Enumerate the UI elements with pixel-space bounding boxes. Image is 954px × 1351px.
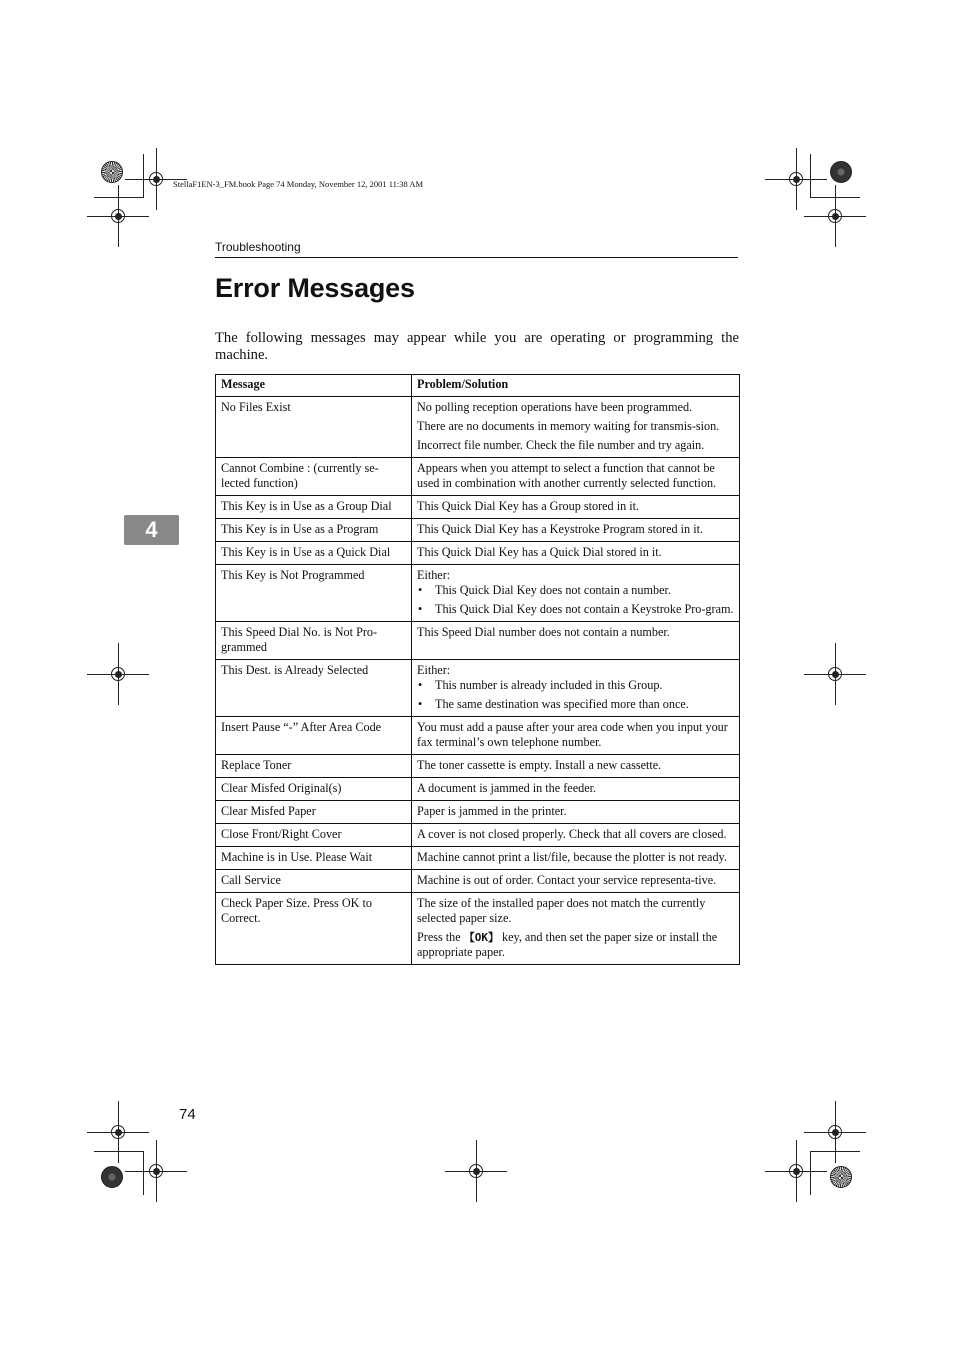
solution-cell: [412, 519, 740, 542]
bullet-item: • This Quick Dial Key does not contain a Keystroke Pro-gram.: [417, 602, 735, 617]
header-rule: [215, 257, 738, 258]
table-row: [216, 870, 740, 893]
message-cell: [216, 893, 412, 965]
table-header-row: [216, 375, 740, 397]
solution-cell: [412, 458, 740, 496]
message-cell: [216, 847, 412, 870]
solution-text: A cover is not closed properly. Check that all covers are closed.: [417, 827, 727, 841]
table-row: [216, 542, 740, 565]
page-title: Error Messages: [215, 273, 415, 303]
ok-key-label: 【OK】: [463, 931, 499, 944]
solution-cell: [412, 717, 740, 755]
solution-text: This Speed Dial number does not contain a number.: [417, 625, 670, 639]
crop-mark: [810, 1151, 860, 1152]
registration-target-icon: [804, 185, 866, 247]
error-message-text: Check Paper Size. Press OK to Correct.: [221, 896, 372, 925]
solution-cell: [412, 622, 740, 660]
table-row: [216, 660, 740, 717]
crop-mark: [810, 197, 860, 198]
crop-mark: [810, 1151, 811, 1195]
page-number: 74: [179, 1106, 196, 1123]
solution-text: [417, 930, 735, 960]
solution-cell: [412, 893, 740, 965]
running-header: Troubleshooting: [215, 240, 301, 254]
table-row: [216, 824, 740, 847]
solution-cell: [412, 660, 740, 717]
registration-target-icon: [87, 643, 149, 705]
error-message-text: Clear Misfed Paper: [221, 804, 316, 818]
column-header-message: Message: [216, 375, 412, 397]
crop-mark: [94, 197, 144, 198]
solution-cell: [412, 870, 740, 893]
registration-target-icon: [87, 185, 149, 247]
table-row: [216, 847, 740, 870]
message-cell: [216, 542, 412, 565]
rosette-mark-icon: [101, 1166, 123, 1188]
solution-text: A document is jammed in the feeder.: [417, 781, 597, 795]
error-message-text: This Key is Not Programmed: [221, 568, 365, 582]
solution-text: No polling reception operations have been programmed.: [417, 400, 693, 414]
error-messages-table: [215, 374, 740, 965]
crop-mark: [94, 1151, 144, 1152]
error-message-text: This Dest. is Already Selected: [221, 663, 369, 677]
bullet-list: [417, 583, 735, 617]
error-message-text: Replace Toner: [221, 758, 292, 772]
solution-text: This Quick Dial Key has a Keystroke Program stored in it.: [417, 522, 704, 536]
print-info: StellaF1EN-3_FM.book Page 74 Monday, November 12, 2001 11:38 AM: [173, 179, 424, 189]
table-row: [216, 565, 740, 622]
solution-text: Incorrect file number. Check the file number and try again.: [417, 438, 705, 452]
solution-text: This Quick Dial Key has a Group stored in it.: [417, 499, 640, 513]
message-cell: [216, 496, 412, 519]
registration-target-icon: [445, 1140, 507, 1202]
crop-mark: [143, 154, 144, 198]
table-row: [216, 519, 740, 542]
table-row: [216, 397, 740, 458]
error-message-text: This Key is in Use as a Group Dial: [221, 499, 392, 513]
table-row: [216, 496, 740, 519]
solution-text: You must add a pause after your area code when you input your fax terminal’s own telephone number.: [417, 720, 728, 749]
intro-paragraph: The following messages may appear while you are operating or programming the machine.: [215, 330, 739, 363]
crop-mark: [143, 1151, 144, 1195]
table-row: [216, 893, 740, 965]
message-cell: [216, 660, 412, 717]
solution-cell: [412, 824, 740, 847]
message-cell: [216, 717, 412, 755]
error-message-text: Cannot Combine : (currently se-lected function): [221, 461, 379, 490]
solution-text: Either:: [417, 663, 451, 677]
message-cell: [216, 870, 412, 893]
error-message-text: Close Front/Right Cover: [221, 827, 342, 841]
solution-text: This Quick Dial Key has a Quick Dial stored in it.: [417, 545, 662, 559]
message-cell: [216, 755, 412, 778]
rosette-mark-icon: [830, 161, 852, 183]
table-row: [216, 622, 740, 660]
bullet-item: • This Quick Dial Key does not contain a number.: [417, 583, 735, 598]
column-header-solution: Problem/Solution: [412, 375, 740, 397]
solution-cell: [412, 847, 740, 870]
solution-cell: [412, 565, 740, 622]
solution-text: The toner cassette is empty. Install a new cassette.: [417, 758, 662, 772]
table-row: [216, 458, 740, 496]
error-message-text: Clear Misfed Original(s): [221, 781, 342, 795]
table-row: [216, 755, 740, 778]
solution-text: Either:: [417, 568, 451, 582]
registration-target-icon: [125, 1140, 187, 1202]
error-message-text: No Files Exist: [221, 400, 291, 414]
solution-text: The size of the installed paper does not match the currently selected paper size.: [417, 896, 706, 925]
message-cell: [216, 824, 412, 847]
solution-cell: [412, 801, 740, 824]
error-message-text: This Key is in Use as a Program: [221, 522, 379, 536]
solution-cell: [412, 496, 740, 519]
crop-mark: [810, 154, 811, 198]
solution-text: Machine is out of order. Contact your service representa-tive.: [417, 873, 717, 887]
solution-cell: [412, 542, 740, 565]
solution-cell: [412, 755, 740, 778]
message-cell: [216, 397, 412, 458]
message-cell: [216, 565, 412, 622]
solution-cell: [412, 778, 740, 801]
bullet-item: • This number is already included in this Group.: [417, 678, 735, 693]
table-row: [216, 778, 740, 801]
message-cell: [216, 778, 412, 801]
error-message-text: This Key is in Use as a Quick Dial: [221, 545, 391, 559]
table-row: [216, 801, 740, 824]
table-row: [216, 717, 740, 755]
chapter-tab: 4: [124, 515, 179, 545]
message-cell: [216, 519, 412, 542]
registration-target-icon: [765, 1140, 827, 1202]
solution-cell: [412, 397, 740, 458]
solution-text: Paper is jammed in the printer.: [417, 804, 567, 818]
registration-target-icon: [804, 643, 866, 705]
error-message-text: Machine is in Use. Please Wait: [221, 850, 373, 864]
solution-text: Machine cannot print a list/file, because the plotter is not ready.: [417, 850, 727, 864]
solution-text-part: Press the: [417, 930, 464, 944]
message-cell: [216, 622, 412, 660]
solution-text-part: key, and then set the paper size or install the appropriate paper.: [417, 930, 718, 959]
error-message-text: This Speed Dial No. is Not Pro-grammed: [221, 625, 378, 654]
rosette-mark-icon: [830, 1166, 852, 1188]
solution-text: There are no documents in memory waiting for transmis-sion.: [417, 419, 720, 433]
message-cell: [216, 458, 412, 496]
error-message-text: Insert Pause “-” After Area Code: [221, 720, 382, 734]
bullet-list: [417, 678, 735, 712]
error-message-text: Call Service: [221, 873, 281, 887]
message-cell: [216, 801, 412, 824]
solution-text: Appears when you attempt to select a function that cannot be used in combination with another currently selected function.: [417, 461, 717, 490]
rosette-mark-icon: [101, 161, 123, 183]
bullet-item: • The same destination was specified more than once.: [417, 697, 735, 712]
table-body: [216, 397, 740, 965]
